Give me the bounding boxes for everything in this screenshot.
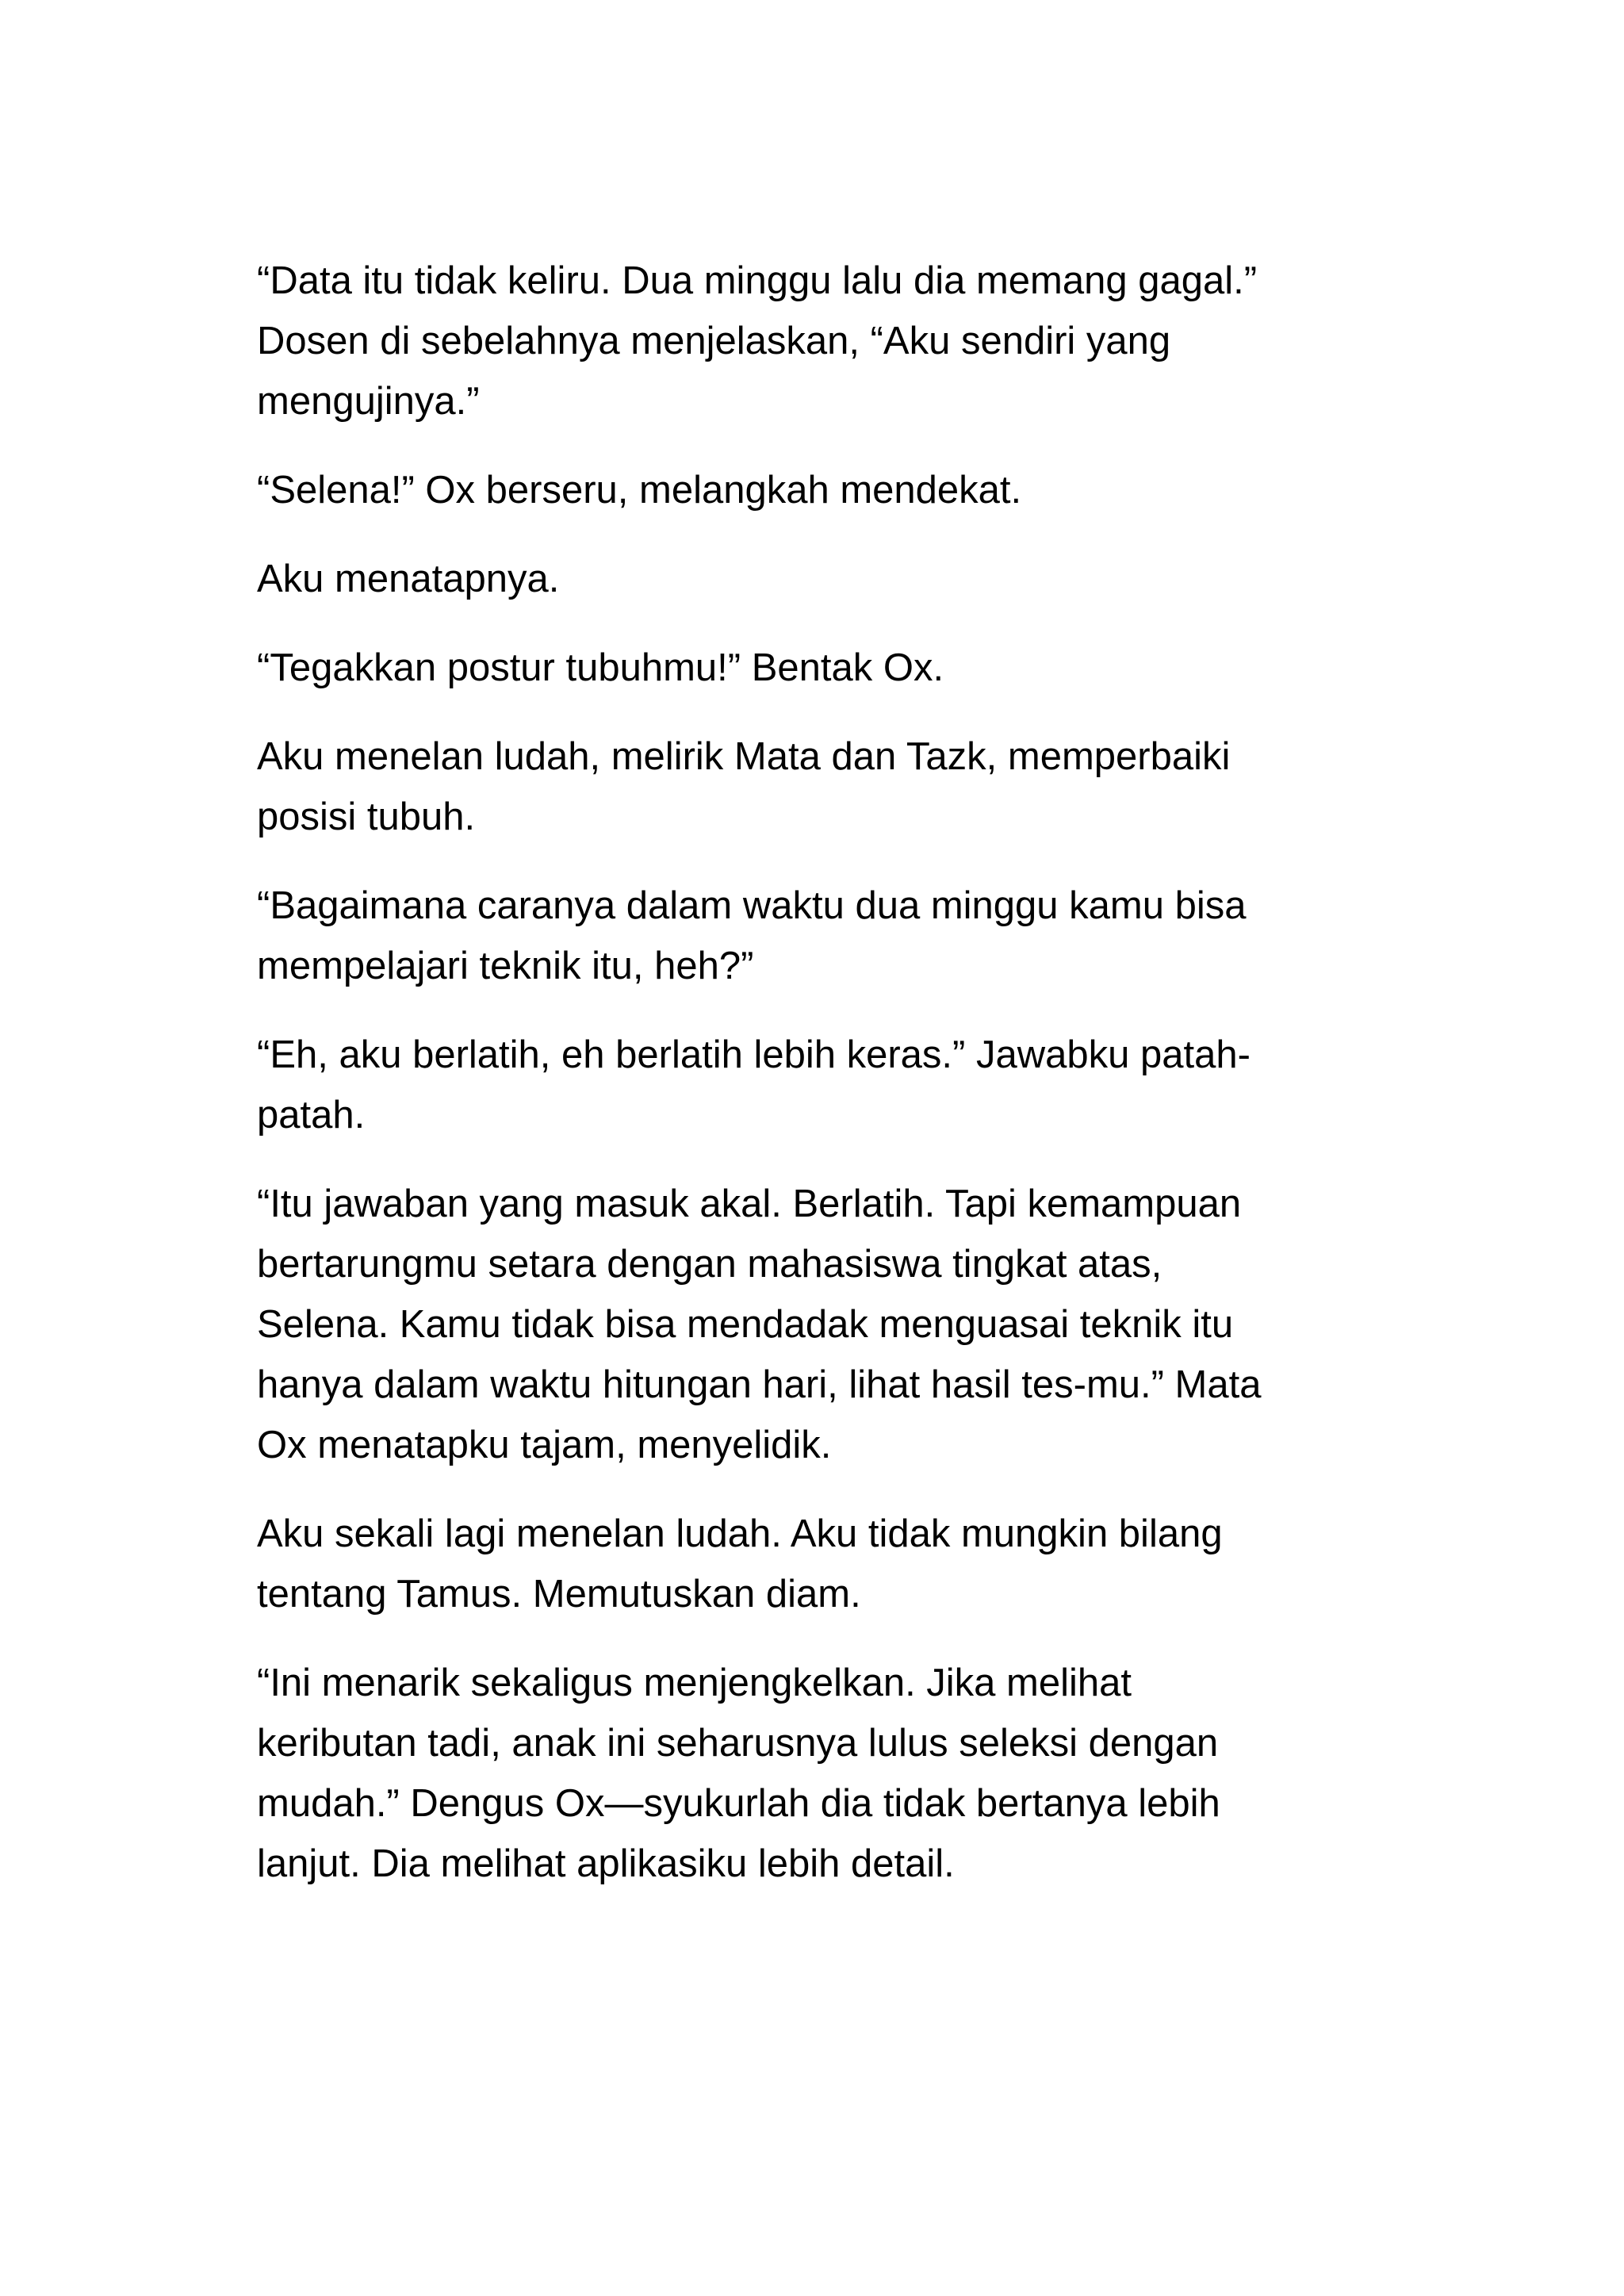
paragraph (257, 1653, 1399, 1894)
text-line: patah. (257, 1094, 366, 1137)
text-line: lanjut. Dia melihat aplikasiku lebih detail. (257, 1842, 955, 1885)
text-line: hanya dalam waktu hitungan hari, lihat hasil tes-mu.” Mata (257, 1363, 1262, 1406)
paragraph (257, 549, 1399, 609)
text-line: Dosen di sebelahnya menjelaskan, “Aku sendiri yang (257, 320, 1171, 362)
body-text (257, 251, 1399, 1922)
text-line: Selena. Kamu tidak bisa mendadak menguasai teknik itu (257, 1303, 1234, 1346)
paragraph (257, 1174, 1399, 1475)
text-line: posisi tubuh. (257, 795, 476, 838)
text-line: “Bagaimana caranya dalam waktu dua minggu kamu bisa (257, 884, 1247, 927)
text-line: mengujinya.” (257, 380, 480, 423)
text-line: mudah.” Dengus Ox—syukurlah dia tidak bertanya lebih (257, 1782, 1220, 1825)
text-line: bertarungmu setara dengan mahasiswa tingkat atas, (257, 1243, 1162, 1286)
text-line: Aku menatapnya. (257, 558, 560, 600)
text-line: Aku sekali lagi menelan ludah. Aku tidak mungkin bilang (257, 1512, 1223, 1555)
text-line: “Data itu tidak keliru. Dua minggu lalu dia memang gagal.” (257, 259, 1258, 302)
text-line: “Selena!” Ox berseru, melangkah mendekat. (257, 469, 1022, 512)
paragraph (257, 876, 1399, 996)
paragraph (257, 1025, 1399, 1145)
text-line: mempelajari teknik itu, heh?” (257, 945, 754, 987)
text-line: “Itu jawaban yang masuk akal. Berlatih. Tapi kemampuan (257, 1182, 1242, 1225)
text-line: “Ini menarik sekaligus menjengkelkan. Jika melihat (257, 1662, 1132, 1704)
paragraph (257, 251, 1399, 431)
text-line: keributan tadi, anak ini seharusnya lulus seleksi dengan (257, 1722, 1219, 1765)
paragraph (257, 638, 1399, 698)
text-line: “Eh, aku berlatih, eh berlatih lebih keras.” Jawabku patah- (257, 1033, 1251, 1076)
text-line: Aku menelan ludah, melirik Mata dan Tazk, memperbaiki (257, 735, 1231, 778)
paragraph (257, 460, 1399, 520)
text-line: “Tegakkan postur tubuhmu!” Bentak Ox. (257, 646, 944, 689)
text-line: tentang Tamus. Memutuskan diam. (257, 1573, 861, 1616)
text-line: Ox menatapku tajam, menyelidik. (257, 1424, 832, 1466)
paragraph (257, 1504, 1399, 1624)
paragraph (257, 726, 1399, 847)
